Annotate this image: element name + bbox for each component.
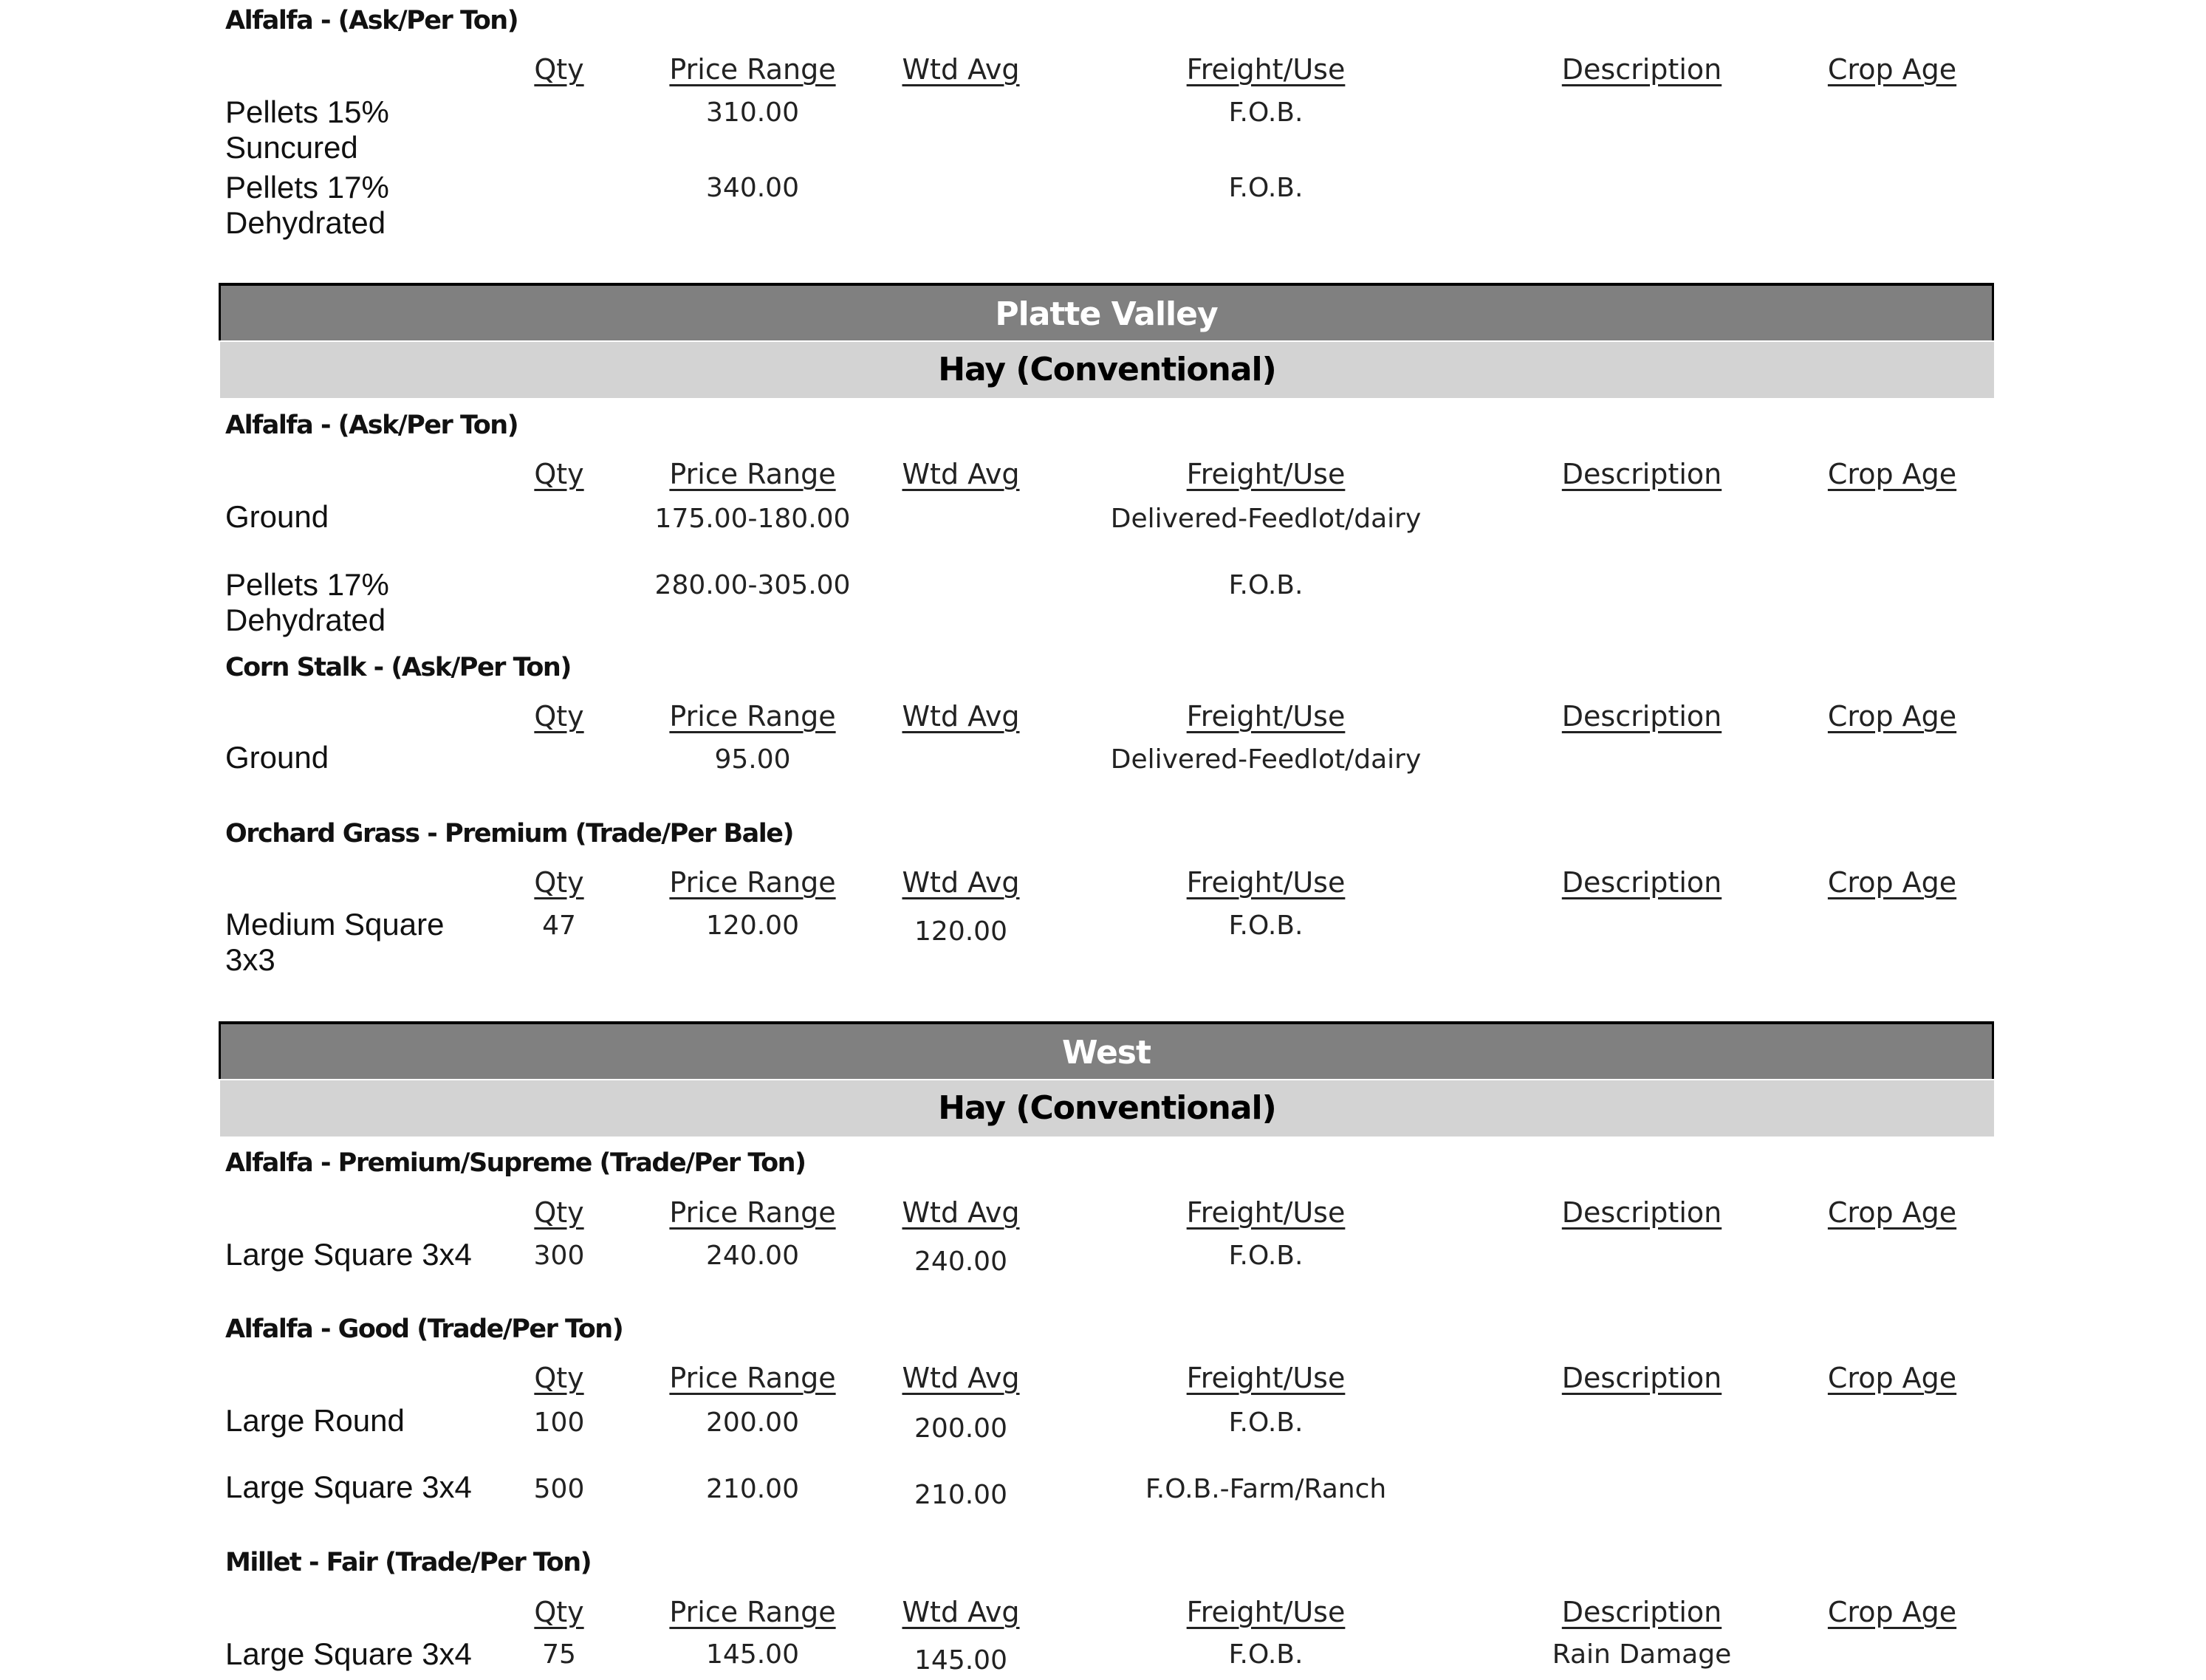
header-price-range: Price Range [669, 700, 836, 733]
section-subheader: Hay (Conventional) [220, 342, 1994, 398]
qty-value: 300 [533, 1241, 585, 1271]
header-price-range: Price Range [669, 458, 836, 490]
category-title: Orchard Grass - Premium (Trade/Per Bale) [225, 819, 793, 848]
category-title: Alfalfa - (Ask/Per Ton) [225, 411, 518, 440]
freight-value: F.O.B. [1228, 911, 1304, 941]
wtd-avg-value: 210.00 [914, 1480, 1007, 1510]
header-crop-age: Crop Age [1827, 53, 1957, 86]
header-freight-use: Freight/Use [1186, 458, 1346, 490]
header-wtd-avg: Wtd Avg [902, 1596, 1020, 1628]
qty-value: 47 [542, 911, 576, 941]
item-name: Large Square 3x4 [225, 1237, 472, 1272]
header-freight-use: Freight/Use [1186, 866, 1346, 899]
price-range-value: 95.00 [714, 744, 791, 775]
freight-value: F.O.B. [1228, 1639, 1304, 1670]
price-range-value: 120.00 [706, 911, 799, 941]
header-freight-use: Freight/Use [1186, 1596, 1346, 1628]
wtd-avg-value: 240.00 [914, 1247, 1007, 1277]
category-title: Millet - Fair (Trade/Per Ton) [225, 1548, 592, 1577]
price-range-value: 310.00 [706, 97, 799, 128]
freight-value: F.O.B. [1228, 1241, 1304, 1271]
header-wtd-avg: Wtd Avg [902, 866, 1020, 899]
header-qty: Qty [534, 1196, 584, 1229]
region-header-platte-valley: Platte Valley [219, 283, 1994, 340]
category-title: Alfalfa - Good (Trade/Per Ton) [225, 1314, 623, 1344]
header-crop-age: Crop Age [1827, 458, 1957, 490]
header-description: Description [1561, 1196, 1722, 1229]
header-freight-use: Freight/Use [1186, 700, 1346, 733]
header-wtd-avg: Wtd Avg [902, 700, 1020, 733]
category-title: Alfalfa - Premium/Supreme (Trade/Per Ton) [225, 1148, 806, 1178]
header-wtd-avg: Wtd Avg [902, 1196, 1020, 1229]
header-description: Description [1561, 700, 1722, 733]
freight-value: Delivered-Feedlot/dairy [1110, 744, 1422, 775]
item-name: Large Square 3x4 [225, 1636, 472, 1671]
description-value: Rain Damage [1552, 1639, 1732, 1670]
header-qty: Qty [534, 1596, 584, 1628]
category-title: Alfalfa - (Ask/Per Ton) [225, 6, 518, 35]
header-description: Description [1561, 866, 1722, 899]
header-price-range: Price Range [669, 1196, 836, 1229]
header-qty: Qty [534, 1362, 584, 1394]
item-name: Ground [225, 499, 329, 534]
wtd-avg-value: 120.00 [914, 916, 1007, 947]
header-qty: Qty [534, 458, 584, 490]
region-header-west: West [219, 1021, 1994, 1079]
wtd-avg-value: 200.00 [914, 1413, 1007, 1444]
header-crop-age: Crop Age [1827, 1362, 1957, 1394]
item-name: Large Round [225, 1403, 405, 1438]
header-crop-age: Crop Age [1827, 700, 1957, 733]
freight-value: F.O.B. [1228, 1408, 1304, 1438]
item-name: Large Square 3x4 [225, 1470, 472, 1504]
freight-value: F.O.B. [1228, 97, 1304, 128]
header-wtd-avg: Wtd Avg [902, 1362, 1020, 1394]
price-range-value: 145.00 [706, 1639, 799, 1670]
header-qty: Qty [534, 53, 584, 86]
header-description: Description [1561, 1362, 1722, 1394]
freight-value: F.O.B. [1228, 570, 1304, 600]
category-title: Corn Stalk - (Ask/Per Ton) [225, 653, 571, 682]
header-wtd-avg: Wtd Avg [902, 53, 1020, 86]
header-description: Description [1561, 1596, 1722, 1628]
header-qty: Qty [534, 700, 584, 733]
header-crop-age: Crop Age [1827, 1196, 1957, 1229]
header-crop-age: Crop Age [1827, 866, 1957, 899]
header-freight-use: Freight/Use [1186, 1196, 1346, 1229]
header-price-range: Price Range [669, 1596, 836, 1628]
header-description: Description [1561, 53, 1722, 86]
item-name: Pellets 15% Suncured [225, 95, 389, 165]
freight-value: Delivered-Feedlot/dairy [1110, 504, 1422, 534]
header-price-range: Price Range [669, 53, 836, 86]
price-range-value: 240.00 [706, 1241, 799, 1271]
wtd-avg-value: 145.00 [914, 1645, 1007, 1676]
price-range-value: 175.00-180.00 [654, 504, 851, 534]
header-wtd-avg: Wtd Avg [902, 458, 1020, 490]
header-freight-use: Freight/Use [1186, 53, 1346, 86]
item-name: Pellets 17% Dehydrated [225, 567, 389, 637]
qty-value: 100 [533, 1408, 585, 1438]
header-qty: Qty [534, 866, 584, 899]
freight-value: F.O.B.-Farm/Ranch [1145, 1474, 1387, 1504]
header-description: Description [1561, 458, 1722, 490]
qty-value: 75 [542, 1639, 576, 1670]
price-range-value: 210.00 [706, 1474, 799, 1504]
qty-value: 500 [533, 1474, 585, 1504]
header-crop-age: Crop Age [1827, 1596, 1957, 1628]
item-name: Medium Square 3x3 [225, 907, 445, 977]
header-price-range: Price Range [669, 866, 836, 899]
price-range-value: 200.00 [706, 1408, 799, 1438]
section-subheader: Hay (Conventional) [220, 1080, 1994, 1136]
item-name: Ground [225, 740, 329, 775]
price-range-value: 340.00 [706, 173, 799, 203]
header-price-range: Price Range [669, 1362, 836, 1394]
price-range-value: 280.00-305.00 [654, 570, 851, 600]
freight-value: F.O.B. [1228, 173, 1304, 203]
item-name: Pellets 17% Dehydrated [225, 170, 389, 240]
header-freight-use: Freight/Use [1186, 1362, 1346, 1394]
